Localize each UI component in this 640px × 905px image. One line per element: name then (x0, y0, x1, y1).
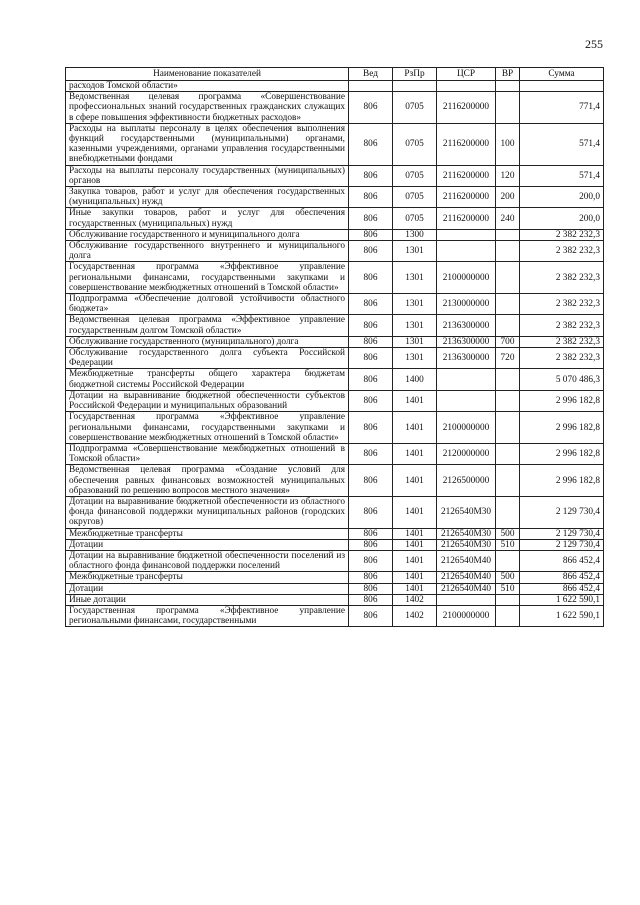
cell-ved: 806 (349, 294, 393, 315)
table-row (66, 605, 604, 626)
cell-csr: 2116200000 (437, 165, 496, 186)
cell-name: Ведомственная целевая программа «Эффективное управление государственным долгом Томской области» (66, 315, 349, 336)
cell-name: Ведомственная целевая программа «Создание условий для обеспечения равных финансовых возможностей муниципальных образований по решению вопросов местного значения» (66, 465, 349, 497)
cell-csr: 2136300000 (437, 348, 496, 369)
cell-sum: 5 070 486,3 (520, 369, 604, 390)
cell-sum: 2 129 730,4 (520, 539, 604, 550)
header-rzpr: РзПр (393, 68, 437, 81)
table-header (66, 68, 604, 81)
cell-rzpr: 1301 (393, 294, 437, 315)
cell-vr (496, 369, 520, 390)
cell-vr: 720 (496, 348, 520, 369)
cell-ved: 806 (349, 229, 393, 240)
cell-rzpr: 1301 (393, 336, 437, 347)
cell-ved: 806 (349, 369, 393, 390)
cell-ved: 806 (349, 123, 393, 165)
cell-vr (496, 81, 520, 92)
cell-ved: 806 (349, 539, 393, 550)
header-csr: ЦСР (437, 68, 496, 81)
cell-ved: 806 (349, 262, 393, 294)
cell-ved: 806 (349, 550, 393, 571)
cell-sum: 2 382 232,3 (520, 315, 604, 336)
cell-sum: 200,0 (520, 187, 604, 208)
cell-ved: 806 (349, 572, 393, 583)
cell-ved: 806 (349, 187, 393, 208)
cell-sum: 2 996 182,8 (520, 412, 604, 444)
cell-vr: 200 (496, 187, 520, 208)
cell-ved (349, 81, 393, 92)
cell-sum: 2 129 730,4 (520, 496, 604, 528)
cell-csr: 2126540М30 (437, 496, 496, 528)
cell-vr: 510 (496, 583, 520, 594)
table-row (66, 528, 604, 539)
cell-ved: 806 (349, 465, 393, 497)
cell-sum: 2 382 232,3 (520, 262, 604, 294)
table-row (66, 465, 604, 497)
cell-csr (437, 594, 496, 605)
cell-rzpr: 1401 (393, 465, 437, 497)
table-row (66, 229, 604, 240)
cell-rzpr: 1402 (393, 605, 437, 626)
cell-name: Иные дотации (66, 594, 349, 605)
cell-name: Дотации (66, 539, 349, 550)
cell-rzpr: 1401 (393, 496, 437, 528)
cell-ved: 806 (349, 594, 393, 605)
table-row (66, 348, 604, 369)
cell-sum: 2 129 730,4 (520, 528, 604, 539)
cell-csr: 2100000000 (437, 412, 496, 444)
cell-ved: 806 (349, 348, 393, 369)
cell-ved: 806 (349, 315, 393, 336)
cell-sum: 2 382 232,3 (520, 348, 604, 369)
cell-sum: 571,4 (520, 123, 604, 165)
cell-name: Расходы на выплаты персоналу в целях обеспечения выполнения функций государственными (муниципальными) органами, казенными учреждениями, органами управления государственными внебюджетными фондами (66, 123, 349, 165)
cell-ved: 806 (349, 605, 393, 626)
cell-vr: 240 (496, 208, 520, 229)
cell-name: Обслуживание государственного и муниципального долга (66, 229, 349, 240)
cell-name: Обслуживание государственного долга субъекта Российской Федерации (66, 348, 349, 369)
cell-name: Закупка товаров, работ и услуг для обеспечения государственных (муниципальных) нужд (66, 187, 349, 208)
cell-sum: 571,4 (520, 165, 604, 186)
table-row (66, 594, 604, 605)
cell-vr (496, 443, 520, 464)
cell-vr: 500 (496, 572, 520, 583)
cell-sum: 1 622 590,1 (520, 605, 604, 626)
cell-name: расходов Томской области» (66, 81, 349, 92)
cell-sum: 2 996 182,8 (520, 390, 604, 411)
cell-csr: 2116200000 (437, 208, 496, 229)
cell-sum: 866 452,4 (520, 572, 604, 583)
table-row (66, 550, 604, 571)
table-row (66, 539, 604, 550)
cell-vr: 700 (496, 336, 520, 347)
cell-sum: 866 452,4 (520, 550, 604, 571)
cell-name: Подпрограмма «Обеспечение долговой устойчивости областного бюджета» (66, 294, 349, 315)
cell-sum: 2 996 182,8 (520, 443, 604, 464)
cell-rzpr: 0705 (393, 208, 437, 229)
cell-vr (496, 412, 520, 444)
cell-csr: 2126540М30 (437, 528, 496, 539)
table-row (66, 92, 604, 124)
cell-name: Дотации на выравнивание бюджетной обеспеченности субъектов Российской Федерации и муниципальных образований (66, 390, 349, 411)
cell-rzpr: 1301 (393, 348, 437, 369)
header-vr: ВР (496, 68, 520, 81)
cell-name: Дотации на выравнивание бюджетной обеспеченности поселений из областного фонда финансовой поддержки поселений (66, 550, 349, 571)
table-row (66, 294, 604, 315)
cell-name: Межбюджетные трансферты (66, 528, 349, 539)
cell-rzpr: 1401 (393, 412, 437, 444)
cell-rzpr: 1301 (393, 262, 437, 294)
cell-csr: 2100000000 (437, 262, 496, 294)
cell-csr (437, 390, 496, 411)
cell-csr: 2116200000 (437, 92, 496, 124)
cell-sum: 771,4 (520, 92, 604, 124)
cell-name: Иные закупки товаров, работ и услуг для обеспечения государственных (муниципальных) нужд (66, 208, 349, 229)
cell-vr (496, 496, 520, 528)
cell-name: Ведомственная целевая программа «Совершенствование профессиональных знаний государственных гражданских служащих в сфере повышения эффективности бюджетных расходов» (66, 92, 349, 124)
cell-csr (437, 369, 496, 390)
cell-csr: 2126540М40 (437, 572, 496, 583)
cell-sum: 866 452,4 (520, 583, 604, 594)
cell-name: Обслуживание государственного внутреннего и муниципального долга (66, 241, 349, 262)
table-row (66, 315, 604, 336)
cell-name: Обслуживание государственного (муниципального) долга (66, 336, 349, 347)
cell-csr: 2136300000 (437, 315, 496, 336)
table-row (66, 165, 604, 186)
cell-rzpr: 1402 (393, 594, 437, 605)
cell-vr: 500 (496, 528, 520, 539)
cell-name: Государственная программа «Эффективное управление региональными финансами, государственными закупками и совершенствование межбюджетных отношений в Томской области» (66, 412, 349, 444)
cell-name: Расходы на выплаты персоналу государственных (муниципальных) органов (66, 165, 349, 186)
cell-vr: 120 (496, 165, 520, 186)
cell-rzpr: 0705 (393, 187, 437, 208)
cell-rzpr: 0705 (393, 123, 437, 165)
cell-csr: 2126500000 (437, 465, 496, 497)
cell-vr (496, 605, 520, 626)
cell-rzpr: 1401 (393, 550, 437, 571)
cell-rzpr: 1401 (393, 572, 437, 583)
cell-csr: 2130000000 (437, 294, 496, 315)
cell-sum: 2 382 232,3 (520, 294, 604, 315)
table-row (66, 187, 604, 208)
cell-vr (496, 241, 520, 262)
cell-vr (496, 294, 520, 315)
cell-name: Подпрограмма «Совершенствование межбюджетных отношений в Томской области» (66, 443, 349, 464)
cell-rzpr: 1401 (393, 443, 437, 464)
cell-sum: 1 622 590,1 (520, 594, 604, 605)
cell-vr (496, 92, 520, 124)
cell-name: Государственная программа «Эффективное управление региональными финансами, государственными (66, 605, 349, 626)
cell-sum: 2 996 182,8 (520, 465, 604, 497)
cell-rzpr: 1301 (393, 315, 437, 336)
cell-ved: 806 (349, 583, 393, 594)
page-number: 255 (585, 37, 603, 51)
table-row (66, 390, 604, 411)
table-row (66, 123, 604, 165)
table-row (66, 572, 604, 583)
cell-csr: 2136300000 (437, 336, 496, 347)
cell-rzpr: 1300 (393, 229, 437, 240)
table-body (66, 81, 604, 627)
cell-csr: 2126540М40 (437, 583, 496, 594)
cell-name: Дотации (66, 583, 349, 594)
cell-vr (496, 262, 520, 294)
cell-ved: 806 (349, 165, 393, 186)
table-row (66, 496, 604, 528)
cell-csr (437, 229, 496, 240)
cell-sum: 2 382 232,3 (520, 336, 604, 347)
cell-sum: 200,0 (520, 208, 604, 229)
table-row (66, 262, 604, 294)
cell-ved: 806 (349, 496, 393, 528)
cell-ved: 806 (349, 241, 393, 262)
cell-name: Государственная программа «Эффективное управление региональными финансами, государственными закупками и совершенствование межбюджетных отношений в Томской области» (66, 262, 349, 294)
cell-rzpr: 1400 (393, 369, 437, 390)
cell-ved: 806 (349, 443, 393, 464)
cell-vr: 100 (496, 123, 520, 165)
cell-csr: 2116200000 (437, 187, 496, 208)
cell-ved: 806 (349, 92, 393, 124)
cell-csr (437, 241, 496, 262)
table-row (66, 336, 604, 347)
cell-rzpr: 1401 (393, 390, 437, 411)
cell-csr: 2100000000 (437, 605, 496, 626)
cell-vr (496, 594, 520, 605)
cell-sum (520, 81, 604, 92)
header-name: Наименование показателей (66, 68, 349, 81)
table-row (66, 369, 604, 390)
cell-ved: 806 (349, 208, 393, 229)
cell-rzpr: 1301 (393, 241, 437, 262)
cell-rzpr: 0705 (393, 165, 437, 186)
cell-name: Межбюджетные трансферты общего характера бюджетам бюджетной системы Российской Федерации (66, 369, 349, 390)
cell-csr: 2126540М30 (437, 539, 496, 550)
cell-rzpr: 1401 (393, 583, 437, 594)
budget-table (65, 67, 604, 627)
cell-rzpr: 1401 (393, 539, 437, 550)
cell-vr: 510 (496, 539, 520, 550)
cell-csr: 2116200000 (437, 123, 496, 165)
cell-ved: 806 (349, 336, 393, 347)
cell-vr (496, 390, 520, 411)
cell-rzpr: 1401 (393, 528, 437, 539)
cell-rzpr: 0705 (393, 92, 437, 124)
header-ved: Вед (349, 68, 393, 81)
header-sum: Сумма (520, 68, 604, 81)
cell-vr (496, 315, 520, 336)
cell-csr (437, 81, 496, 92)
table-row (66, 583, 604, 594)
table-row (66, 208, 604, 229)
cell-vr (496, 550, 520, 571)
table-row (66, 443, 604, 464)
cell-csr: 2120000000 (437, 443, 496, 464)
cell-vr (496, 229, 520, 240)
cell-ved: 806 (349, 528, 393, 539)
cell-ved: 806 (349, 412, 393, 444)
cell-name: Межбюджетные трансферты (66, 572, 349, 583)
cell-ved: 806 (349, 390, 393, 411)
cell-rzpr (393, 81, 437, 92)
cell-name: Дотации на выравнивание бюджетной обеспеченности из областного фонда финансовой поддержки муниципальных районов (городских округов) (66, 496, 349, 528)
table-row (66, 81, 604, 92)
table-row (66, 241, 604, 262)
cell-sum: 2 382 232,3 (520, 229, 604, 240)
table-row (66, 412, 604, 444)
cell-vr (496, 465, 520, 497)
cell-csr: 2126540М40 (437, 550, 496, 571)
cell-sum: 2 382 232,3 (520, 241, 604, 262)
